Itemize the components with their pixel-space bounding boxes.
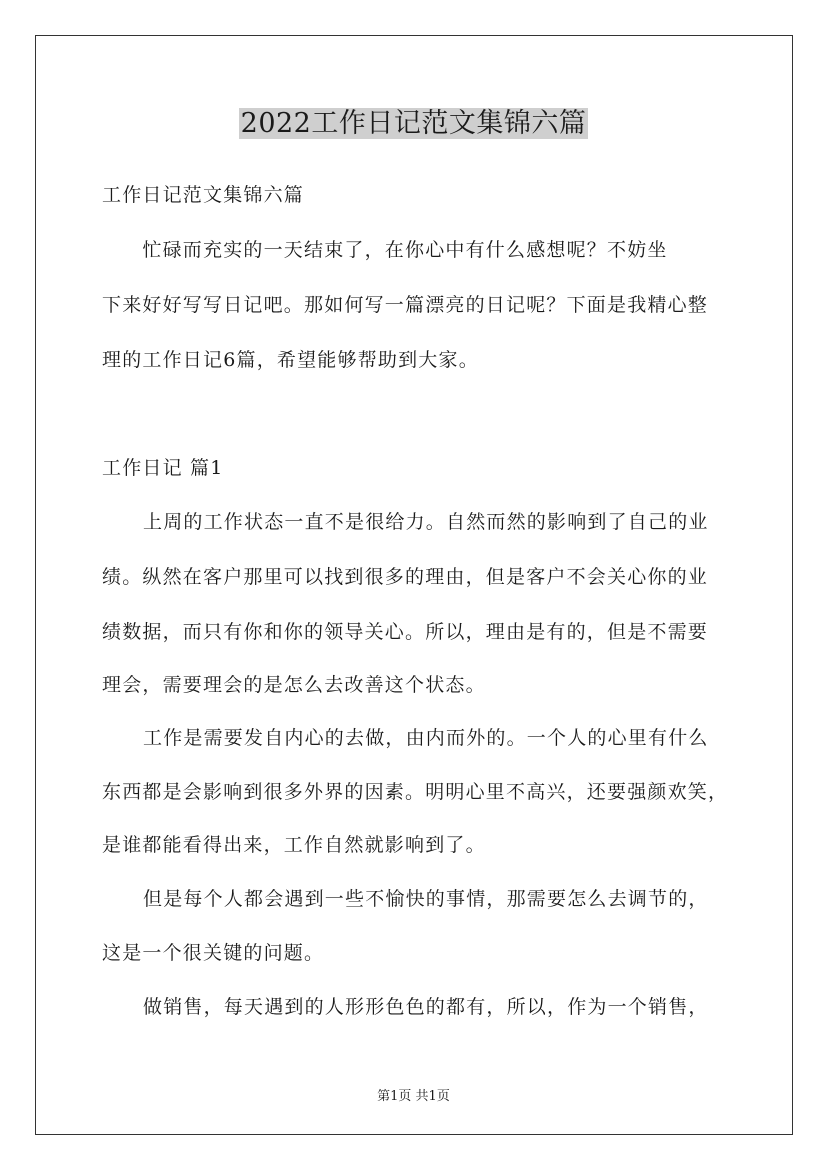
body-line: 东西都是会影响到很多外界的因素。明明心里不高兴，还要强颜欢笑， xyxy=(102,781,729,803)
intro-line: 忙碌而充实的一天结束了，在你心中有什么感想呢？不妨坐 xyxy=(102,239,668,261)
document-title: 2022工作日记范文集锦六篇 xyxy=(240,108,587,139)
body-line: 上周的工作状态一直不是很给力。自然而然的影响到了自己的业 xyxy=(143,511,709,533)
body-line: 这是一个很关键的问题。 xyxy=(102,942,325,964)
page-footer: 第1页 共1页 xyxy=(377,1089,450,1104)
body-line: 绩数据，而只有你和你的领导关心。所以，理由是有的，但是不需要 xyxy=(102,621,709,643)
section-heading: 工作日记 篇1 xyxy=(102,457,224,479)
document-subtitle: 工作日记范文集锦六篇 xyxy=(102,184,305,206)
body-line: 是谁都能看得出来，工作自然就影响到了。 xyxy=(102,834,486,856)
body-line: 做销售，每天遇到的人形形色色的都有，所以，作为一个销售， xyxy=(143,996,709,1018)
body-line: 理会，需要理会的是怎么去改善这个状态。 xyxy=(102,674,486,696)
body-line: 工作是需要发自内心的去做，由内而外的。一个人的心里有什么 xyxy=(143,727,709,749)
intro-line: 下来好好写写日记吧。那如何写一篇漂亮的日记呢？下面是我精心整 xyxy=(102,294,709,316)
body-line: 绩。纵然在客户那里可以找到很多的理由，但是客户不会关心你的业 xyxy=(102,566,709,588)
body-line: 但是每个人都会遇到一些不愉快的事情，那需要怎么去调节的， xyxy=(143,888,709,910)
intro-line: 理的工作日记6篇，希望能够帮助到大家。 xyxy=(102,349,479,371)
